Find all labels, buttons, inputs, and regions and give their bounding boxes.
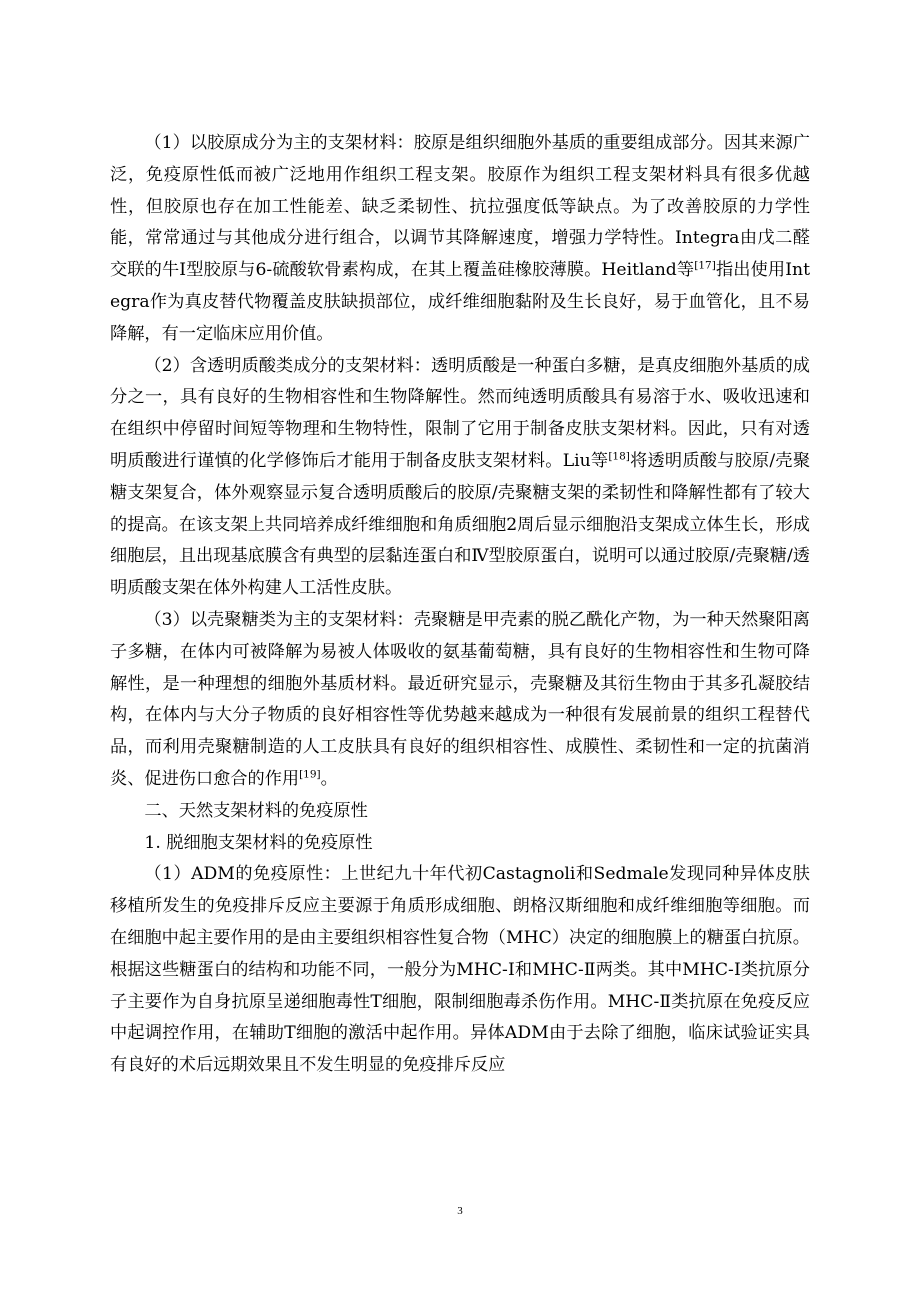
paragraph-adm-immunogenicity: （1）ADM的免疫原性：上世纪九十年代初Castagnoli和Sedmale发现同种异体皮肤移植所发生的免疫排斥反应主要源于角质形成细胞、朗格汉斯细胞和成纤维细胞等细胞。而在细胞中起主要作用的是由主要组织相容性复合物（MHC）决定的细胞膜上的糖蛋白抗原。根据这些糖蛋白的结构和功能不同，一般分为MHC-Ⅰ和MHC-Ⅱ两类。其中MHC-Ⅰ类抗原分子主要作为自身抗原呈递细胞毒性T细胞，限制细胞毒杀伤作用。MHC-Ⅱ类抗原在免疫反应中起调控作用，在辅助T细胞的激活中起作用。异体ADM由于去除了细胞，临床试验证实具有良好的术后远期效果且不发生明显的免疫排斥反应: [110, 864, 810, 1076]
subsection-heading: 1. 脱细胞支架材料的免疫原性: [144, 832, 373, 853]
paragraph-text: （2）含透明质酸类成分的支架材料：透明质酸是一种蛋白多糖，是真皮细胞外基质的成分之一，具有良好的生物相容性和生物降解性。然而纯透明质酸具有易溶于水、吸收迅速和在组织中停留时间短等物理和生物特性，限制了它用于制备皮肤支架材料。因此，只有对透明质酸进行谨慎的化学修饰后才能用于制备皮肤支架材料。Liu等: [110, 355, 810, 471]
paragraph-text-tail: 指出使用Integra作为真皮替代物覆盖皮肤缺损部位，成纤维细胞黏附及生长良好，易于血管化，且不易降解，有一定临床应用价值。: [110, 260, 810, 344]
section-heading: 二、天然支架材料的免疫原性: [144, 800, 368, 821]
page-number: 3: [457, 1205, 463, 1217]
citation-ref: [17]: [694, 259, 716, 272]
body-text: [110, 128, 810, 1082]
citation-ref: [18]: [608, 450, 630, 463]
paragraph-chitosan-scaffold: [110, 605, 810, 796]
paragraph-hyaluronic-scaffold: [110, 351, 810, 605]
paragraph-collagen-scaffold: [110, 128, 810, 351]
paragraph-text-tail: 将透明质酸与胶原/壳聚糖支架复合，体外观察显示复合透明质酸后的胶原/壳聚糖支架的柔韧性和降解性都有了较大的提高。在该支架上共同培养成纤维细胞和角质细胞2周后显示细胞沿支架成立体生长，形成细胞层，且出现基底膜含有典型的层黏连蛋白和Ⅳ型胶原蛋白，说明可以通过胶原/壳聚糖/透明质酸支架在体外构建人工活性皮肤。: [110, 450, 811, 599]
paragraph-text: （1）以胶原成分为主的支架材料：胶原是组织细胞外基质的重要组成部分。因其来源广泛，免疫原性低而被广泛地用作组织工程支架。胶原作为组织工程支架材料具有很多优越性，但胶原也存在加工性能差、缺乏柔韧性、抗拉强度低等缺点。为了改善胶原的力学性能，常常通过与其他成分进行组合，以调节其降解速度，增强力学特性。Integra由戊二醛交联的牛Ⅰ型胶原与6-硫酸软骨素构成，在其上覆盖硅橡胶薄膜。Heitland等: [110, 133, 810, 281]
citation-ref: [19]: [299, 768, 321, 781]
paragraph-text-tail: 。: [320, 768, 338, 789]
paragraph-text: （3）以壳聚糖类为主的支架材料：壳聚糖是甲壳素的脱乙酰化产物，为一种天然聚阳离子多糖，在体内可被降解为易被人体吸收的氨基葡萄糖，具有良好的生物相容性和生物可降解性，是一种理想的细胞外基质材料。最近研究显示，壳聚糖及其衍生物由于其多孔凝胶结构，在体内与大分子物质的良好相容性等优势越来越成为一种很有发展前景的组织工程替代品，而利用壳聚糖制造的人工皮肤具有良好的组织相容性、成膜性、柔韧性和一定的抗菌消炎、促进伤口愈合的作用: [110, 609, 810, 789]
